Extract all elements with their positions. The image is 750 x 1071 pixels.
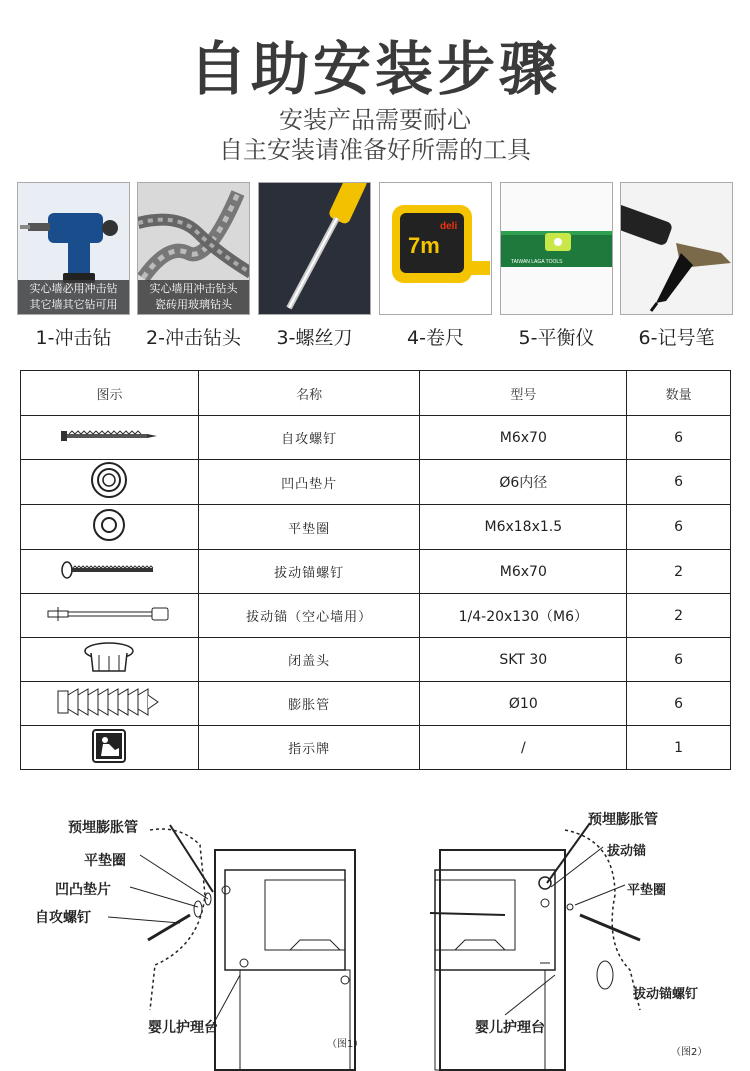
concave-washer-icon (89, 488, 129, 504)
installation-diagram-1 (0, 795, 375, 1071)
subtitle-patience: 安装产品需要耐心 (279, 106, 471, 134)
table-row (21, 726, 731, 770)
tool-label: 6-记号笔 (638, 327, 715, 349)
part-model: M6x70 (420, 416, 627, 460)
label-flat-washer: 平垫圈 (627, 883, 667, 898)
label-toggle-anchor: 拔动锚 (607, 844, 647, 859)
label-toggle-anchor-screw: 拔动锚螺钉 (633, 987, 699, 1002)
part-name: 平垫圈 (198, 505, 420, 550)
subtitle-tools: 自主安装请准备好所需的工具 (219, 136, 531, 164)
parts-table (20, 370, 731, 770)
part-name: 指示牌 (198, 726, 420, 770)
figure-caption-1: （图1） (327, 1039, 364, 1050)
label-expansion-tube: 预埋膨胀管 (588, 812, 658, 828)
installation-diagram-2 (375, 795, 750, 1071)
part-qty: 6 (627, 460, 731, 505)
part-model: / (420, 726, 627, 770)
part-name: 自攻螺钉 (198, 416, 420, 460)
tool-caption: 瓷砖用玻璃钻头 (155, 298, 232, 311)
header-icon: 图示 (21, 371, 199, 416)
part-name: 膨胀管 (198, 682, 420, 726)
table-row (21, 550, 731, 594)
tool-label: 1-冲击钻 (35, 327, 112, 349)
page-title: 自助安装步骤 (188, 35, 561, 103)
spirit-level-icon (500, 182, 613, 315)
part-name: 拔动锚螺钉 (198, 550, 420, 594)
table-row (21, 460, 731, 505)
part-qty: 6 (627, 682, 731, 726)
part-model: 1/4-20x130（M6） (420, 594, 627, 638)
part-model: Ø10 (420, 682, 627, 726)
toggle-anchor-screw-icon (59, 568, 159, 584)
drill-bit-icon (137, 182, 250, 315)
svg-text:7m: 7m (408, 233, 440, 258)
table-row (21, 505, 731, 550)
tools-row (17, 182, 733, 352)
part-qty: 2 (627, 594, 731, 638)
table-row (21, 416, 731, 460)
table-row (21, 638, 731, 682)
part-model: M6x70 (420, 550, 627, 594)
tool-label: 5-平衡仪 (518, 327, 595, 349)
part-name: 凹凸垫片 (198, 460, 420, 505)
figure-caption-2: （图2） (671, 1047, 708, 1058)
cover-cap-icon (81, 665, 137, 681)
sign-icon (91, 752, 127, 768)
table-row (21, 594, 731, 638)
tape-brand: deli (440, 221, 458, 232)
tool-caption: 实心墙必用冲击钻 (29, 282, 118, 295)
table-header-row (21, 371, 731, 416)
toggle-anchor-icon (44, 613, 174, 629)
part-qty: 6 (627, 416, 731, 460)
flat-washer-icon (89, 533, 129, 549)
tool-label: 3-螺丝刀 (276, 327, 353, 349)
tool-label: 2-冲击钻头 (146, 327, 241, 349)
label-self-tapping-screw: 自攻螺钉 (35, 910, 91, 926)
part-name: 闭盖头 (198, 638, 420, 682)
part-model: M6x18x1.5 (420, 505, 627, 550)
part-qty: 1 (627, 726, 731, 770)
part-qty: 2 (627, 550, 731, 594)
part-model: Ø6内径 (420, 460, 627, 505)
tape-measure-icon (379, 182, 492, 315)
header-qty: 数量 (627, 371, 731, 416)
part-qty: 6 (627, 505, 731, 550)
table-row (21, 682, 731, 726)
drill-icon (17, 182, 130, 315)
tool-label: 4-卷尺 (407, 327, 464, 349)
diagram-2-drawing (375, 795, 750, 1071)
label-expansion-tube: 预埋膨胀管 (68, 820, 138, 836)
expansion-tube-icon (54, 707, 164, 723)
screwdriver-icon (258, 182, 371, 315)
label-concave-washer: 凹凸垫片 (55, 882, 111, 898)
header-name: 名称 (198, 371, 420, 416)
level-brand: TAIWAN LAGA TOOLS (511, 259, 563, 265)
tool-caption: 实心墙用冲击钻头 (149, 282, 238, 295)
label-baby-changing-station: 婴儿护理台 (148, 1020, 218, 1036)
part-qty: 6 (627, 638, 731, 682)
marker-icon (620, 182, 733, 315)
part-name: 拔动锚（空心墙用） (198, 594, 420, 638)
part-model: SKT 30 (420, 638, 627, 682)
label-baby-changing-station: 婴儿护理台 (475, 1020, 545, 1036)
tool-caption: 其它墙其它钻可用 (29, 298, 118, 311)
self-tapping-screw-icon (59, 432, 159, 448)
label-flat-washer: 平垫圈 (84, 853, 126, 869)
header-model: 型号 (420, 371, 627, 416)
